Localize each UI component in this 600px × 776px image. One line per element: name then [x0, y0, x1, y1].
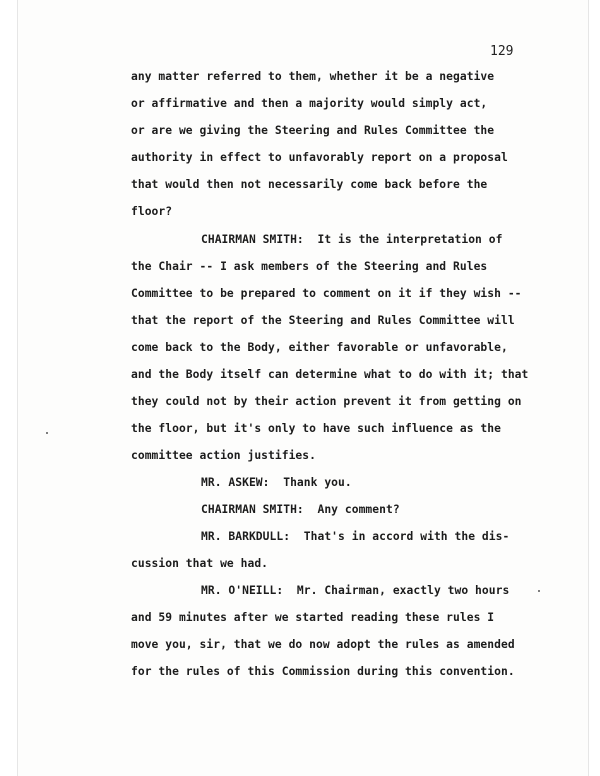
text-line: the Chair -- I ask members of the Steering and Rules: [131, 260, 488, 273]
document-page: [18, 0, 588, 776]
text-line: come back to the Body, either favorable or unfavorable,: [131, 341, 508, 354]
speaker-line: MR. ASKEW: Thank you.: [201, 476, 352, 489]
margin-speck: [538, 590, 540, 592]
text-line: authority in effect to unfavorably report on a proposal: [131, 151, 508, 164]
speaker-line: MR. O'NEILL: Mr. Chairman, exactly two hours: [201, 584, 510, 597]
text-line: and 59 minutes after we started reading these rules I: [131, 611, 495, 624]
text-line: cussion that we had.: [131, 557, 269, 570]
speaker-line: MR. BARKDULL: That's in accord with the dis-: [201, 530, 510, 543]
speaker-line: CHAIRMAN SMITH: Any comment?: [201, 503, 400, 516]
text-line: floor?: [131, 205, 173, 218]
text-line: move you, sir, that we do now adopt the rules as amended: [131, 638, 515, 651]
text-line: for the rules of this Commission during this convention.: [131, 665, 515, 678]
text-line: the floor, but it's only to have such influence as the: [131, 422, 501, 435]
text-line: or are we giving the Steering and Rules Committee the: [131, 124, 495, 137]
text-line: that would then not necessarily come back before the: [131, 178, 488, 191]
page-number: 129: [490, 44, 514, 59]
text-line: they could not by their action prevent it from getting on: [131, 395, 522, 408]
text-line: that the report of the Steering and Rules Committee will: [131, 314, 515, 327]
text-line: any matter referred to them, whether it be a negative: [131, 70, 495, 83]
speaker-line: CHAIRMAN SMITH: It is the interpretation of: [201, 233, 503, 246]
text-line: Committee to be prepared to comment on it if they wish --: [131, 287, 522, 300]
text-line: and the Body itself can determine what to do with it; that: [131, 368, 529, 381]
text-line: or affirmative and then a majority would simply act,: [131, 97, 488, 110]
text-line: committee action justifies.: [131, 449, 316, 462]
margin-speck: [46, 432, 48, 434]
